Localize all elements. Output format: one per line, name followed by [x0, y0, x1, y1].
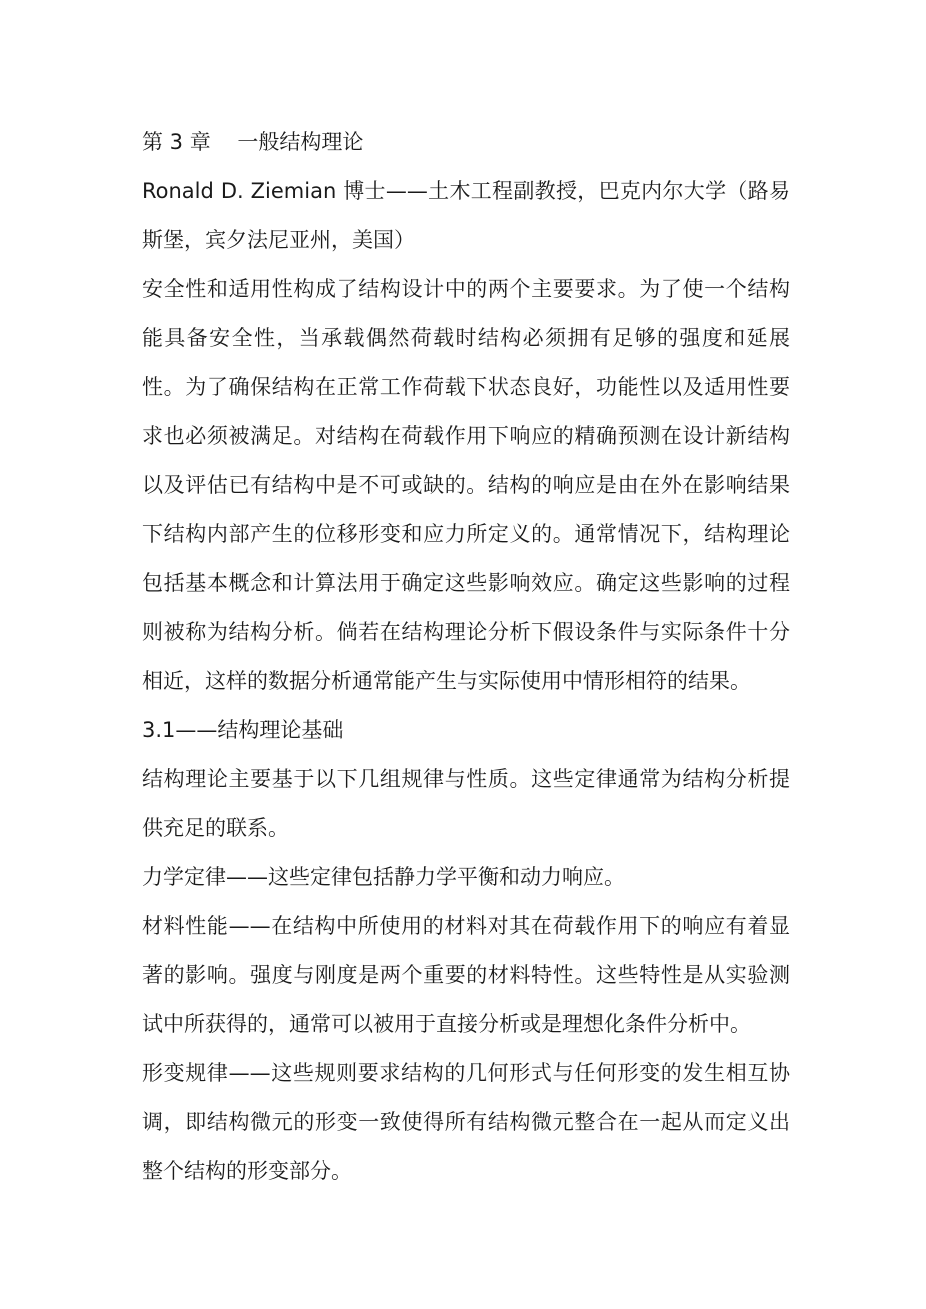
section-heading: 3.1——结构理论基础 — [142, 718, 344, 742]
document-body — [142, 118, 790, 1196]
chapter-title: 第 3 章 一般结构理论 — [142, 130, 364, 154]
deformation-paragraph: 形变规律——这些规则要求结构的几何形式与任何形变的发生相互协调，即结构微元的形变一致使得所有结构微元整合在一起从而定义出整个结构的形变部分。 — [142, 1061, 790, 1183]
section-intro-paragraph: 结构理论主要基于以下几组规律与性质。这些定律通常为结构分析提供充足的联系。 — [142, 767, 790, 840]
mechanics-paragraph: 力学定律——这些定律包括静力学平衡和动力响应。 — [142, 865, 625, 889]
materials-paragraph: 材料性能——在结构中所使用的材料对其在荷载作用下的响应有着显著的影响。强度与刚度是两个重要的材料特性。这些特性是从实验测试中所获得的，通常可以被用于直接分析或是理想化条件分析中。 — [142, 914, 790, 1036]
intro-paragraph: 安全性和适用性构成了结构设计中的两个主要要求。为了使一个结构能具备安全性，当承载偶然荷载时结构必须拥有足够的强度和延展性。为了确保结构在正常工作荷载下状态良好，功能性以及适用性要求也必须被满足。对结构在荷载作用下响应的精确预测在设计新结构以及评估已有结构中是不可或缺的。结构的响应是由在外在影响结果下结构内部产生的位移形变和应力所定义的。通常情况下，结构理论包括基本概念和计算法用于确定这些影响效应。确定这些影响的过程则被称为结构分析。倘若在结构理论分析下假设条件与实际条件十分相近，这样的数据分析通常能产生与实际使用中情形相符的结果。 — [142, 277, 790, 693]
author-line: Ronald D. Ziemian 博士——土木工程副教授，巴克内尔大学（路易斯堡，宾夕法尼亚州，美国） — [142, 179, 790, 252]
